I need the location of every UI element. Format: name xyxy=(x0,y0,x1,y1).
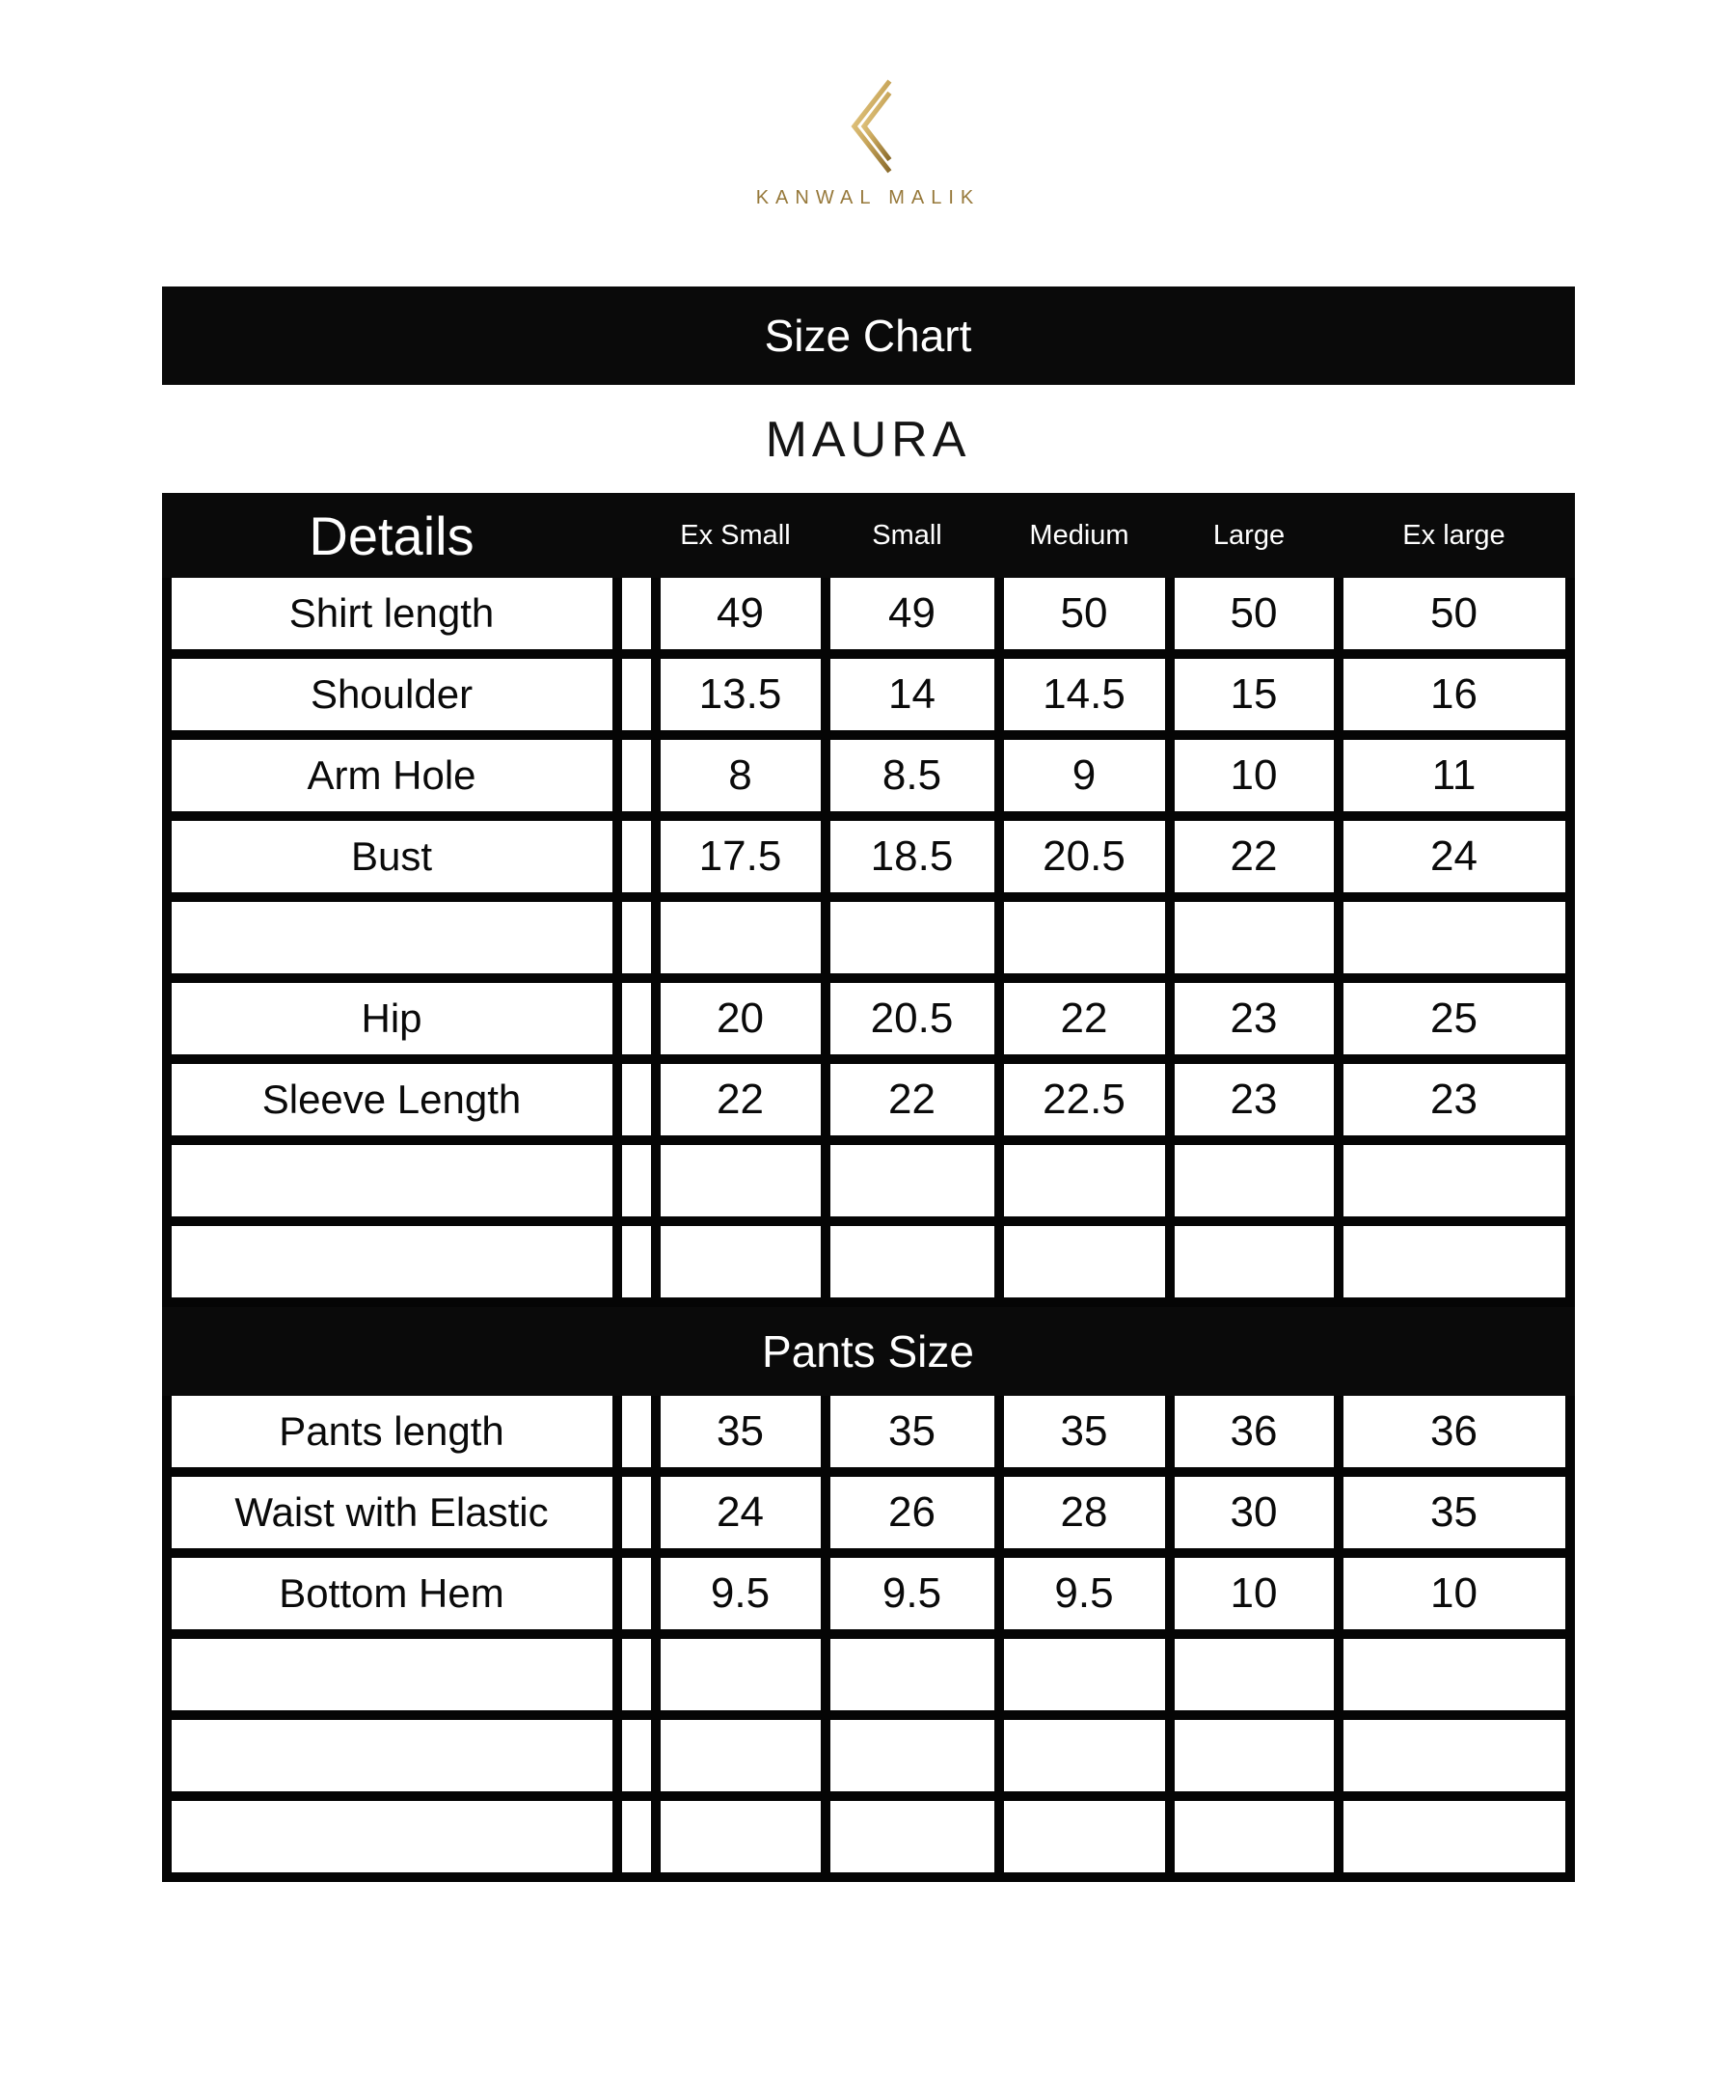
value-cell: 50 xyxy=(994,578,1165,659)
value-cell-empty xyxy=(1165,1801,1334,1882)
row-label-empty xyxy=(162,1720,622,1801)
value-cell-empty xyxy=(1165,1720,1334,1801)
value-cell: 10 xyxy=(1165,1558,1334,1639)
header-small: Small xyxy=(872,519,942,551)
value-cell-empty xyxy=(821,1639,994,1720)
size-chart-title: Size Chart xyxy=(764,311,972,361)
column-gap xyxy=(622,1396,651,1477)
value-cell: 22 xyxy=(821,1064,994,1145)
row-label: Hip xyxy=(162,983,622,1064)
value-cell: 24 xyxy=(1334,821,1575,902)
value-cell: 26 xyxy=(821,1477,994,1558)
pants-measurements-body xyxy=(162,1396,1575,1882)
value-cell: 8.5 xyxy=(821,740,994,821)
value-cell-empty xyxy=(1165,1226,1334,1307)
value-cell: 35 xyxy=(651,1396,821,1477)
value-cell-empty xyxy=(994,1226,1165,1307)
value-cell-empty xyxy=(1334,902,1575,983)
size-chart-page xyxy=(162,0,1575,1882)
value-cell-empty xyxy=(1334,1145,1575,1226)
value-cell: 35 xyxy=(821,1396,994,1477)
header-details: Details xyxy=(309,505,475,566)
value-cell-empty xyxy=(1165,1639,1334,1720)
value-cell: 24 xyxy=(651,1477,821,1558)
column-gap xyxy=(622,740,651,821)
column-gap xyxy=(622,493,651,578)
column-gap xyxy=(622,1801,651,1882)
column-gap xyxy=(622,983,651,1064)
value-cell: 22.5 xyxy=(994,1064,1165,1145)
column-gap xyxy=(622,1226,651,1307)
product-title xyxy=(162,412,1575,468)
row-label-empty xyxy=(162,1226,622,1307)
value-cell-empty xyxy=(651,1720,821,1801)
value-cell: 23 xyxy=(1165,1064,1334,1145)
column-gap xyxy=(622,1477,651,1558)
value-cell-empty xyxy=(1334,1639,1575,1720)
value-cell-empty xyxy=(994,1639,1165,1720)
value-cell-empty xyxy=(821,1145,994,1226)
header-large: Large xyxy=(1212,519,1286,551)
value-cell: 36 xyxy=(1334,1396,1575,1477)
row-label: Waist with Elastic xyxy=(162,1477,622,1558)
value-cell: 10 xyxy=(1334,1558,1575,1639)
column-gap xyxy=(622,1639,651,1720)
row-label: Pants length xyxy=(162,1396,622,1477)
value-cell: 35 xyxy=(994,1396,1165,1477)
value-cell: 23 xyxy=(1334,1064,1575,1145)
value-cell-empty xyxy=(1334,1226,1575,1307)
value-cell: 9 xyxy=(994,740,1165,821)
value-cell: 8 xyxy=(651,740,821,821)
value-cell: 9.5 xyxy=(994,1558,1165,1639)
value-cell: 18.5 xyxy=(821,821,994,902)
value-cell: 20.5 xyxy=(994,821,1165,902)
value-cell: 23 xyxy=(1165,983,1334,1064)
table-header-row xyxy=(162,493,1575,578)
value-cell: 13.5 xyxy=(651,659,821,740)
column-gap xyxy=(622,659,651,740)
value-cell: 36 xyxy=(1165,1396,1334,1477)
header-medium: Medium xyxy=(1029,519,1129,551)
value-cell: 22 xyxy=(994,983,1165,1064)
value-cell: 30 xyxy=(1165,1477,1334,1558)
value-cell: 9.5 xyxy=(821,1558,994,1639)
value-cell: 50 xyxy=(1165,578,1334,659)
value-cell: 14 xyxy=(821,659,994,740)
value-cell: 22 xyxy=(651,1064,821,1145)
value-cell-empty xyxy=(651,1145,821,1226)
row-label: Shirt length xyxy=(162,578,622,659)
column-gap xyxy=(622,1558,651,1639)
row-label: Bust xyxy=(162,821,622,902)
column-gap xyxy=(622,1720,651,1801)
header-ex-large: Ex large xyxy=(1402,519,1505,551)
column-gap xyxy=(622,578,651,659)
header-ex-small: Ex Small xyxy=(680,519,791,551)
column-gap xyxy=(622,1145,651,1226)
value-cell: 11 xyxy=(1334,740,1575,821)
value-cell-empty xyxy=(1334,1801,1575,1882)
value-cell: 49 xyxy=(651,578,821,659)
column-gap xyxy=(622,821,651,902)
value-cell: 50 xyxy=(1334,578,1575,659)
brand-logo xyxy=(162,0,1575,209)
value-cell: 20 xyxy=(651,983,821,1064)
value-cell: 49 xyxy=(821,578,994,659)
value-cell-empty xyxy=(651,1801,821,1882)
column-gap xyxy=(622,1064,651,1145)
product-name: MAURA xyxy=(765,412,971,468)
value-cell-empty xyxy=(994,1801,1165,1882)
row-label-empty xyxy=(162,902,622,983)
kanwal-malik-k-icon xyxy=(828,77,908,179)
value-cell-empty xyxy=(821,1226,994,1307)
size-chart-banner xyxy=(162,286,1575,385)
row-label-empty xyxy=(162,1145,622,1226)
row-label: Arm Hole xyxy=(162,740,622,821)
value-cell-empty xyxy=(651,902,821,983)
pants-size-banner xyxy=(162,1307,1575,1396)
value-cell: 17.5 xyxy=(651,821,821,902)
shirt-measurements-body xyxy=(162,578,1575,1307)
value-cell-empty xyxy=(1165,1145,1334,1226)
pants-size-title: Pants Size xyxy=(762,1326,974,1377)
value-cell-empty xyxy=(651,1639,821,1720)
value-cell: 22 xyxy=(1165,821,1334,902)
value-cell-empty xyxy=(651,1226,821,1307)
value-cell-empty xyxy=(994,1145,1165,1226)
value-cell-empty xyxy=(1165,902,1334,983)
value-cell-empty xyxy=(821,902,994,983)
value-cell: 9.5 xyxy=(651,1558,821,1639)
column-gap xyxy=(622,902,651,983)
value-cell: 15 xyxy=(1165,659,1334,740)
value-cell: 10 xyxy=(1165,740,1334,821)
value-cell-empty xyxy=(994,902,1165,983)
row-label: Sleeve Length xyxy=(162,1064,622,1145)
value-cell-empty xyxy=(994,1720,1165,1801)
value-cell: 28 xyxy=(994,1477,1165,1558)
value-cell-empty xyxy=(1334,1720,1575,1801)
value-cell: 25 xyxy=(1334,983,1575,1064)
row-label: Shoulder xyxy=(162,659,622,740)
value-cell-empty xyxy=(821,1720,994,1801)
value-cell: 14.5 xyxy=(994,659,1165,740)
value-cell: 20.5 xyxy=(821,983,994,1064)
value-cell-empty xyxy=(821,1801,994,1882)
row-label: Bottom Hem xyxy=(162,1558,622,1639)
row-label-empty xyxy=(162,1639,622,1720)
value-cell: 35 xyxy=(1334,1477,1575,1558)
brand-name: KANWAL MALIK xyxy=(755,187,981,208)
row-label-empty xyxy=(162,1801,622,1882)
value-cell: 16 xyxy=(1334,659,1575,740)
